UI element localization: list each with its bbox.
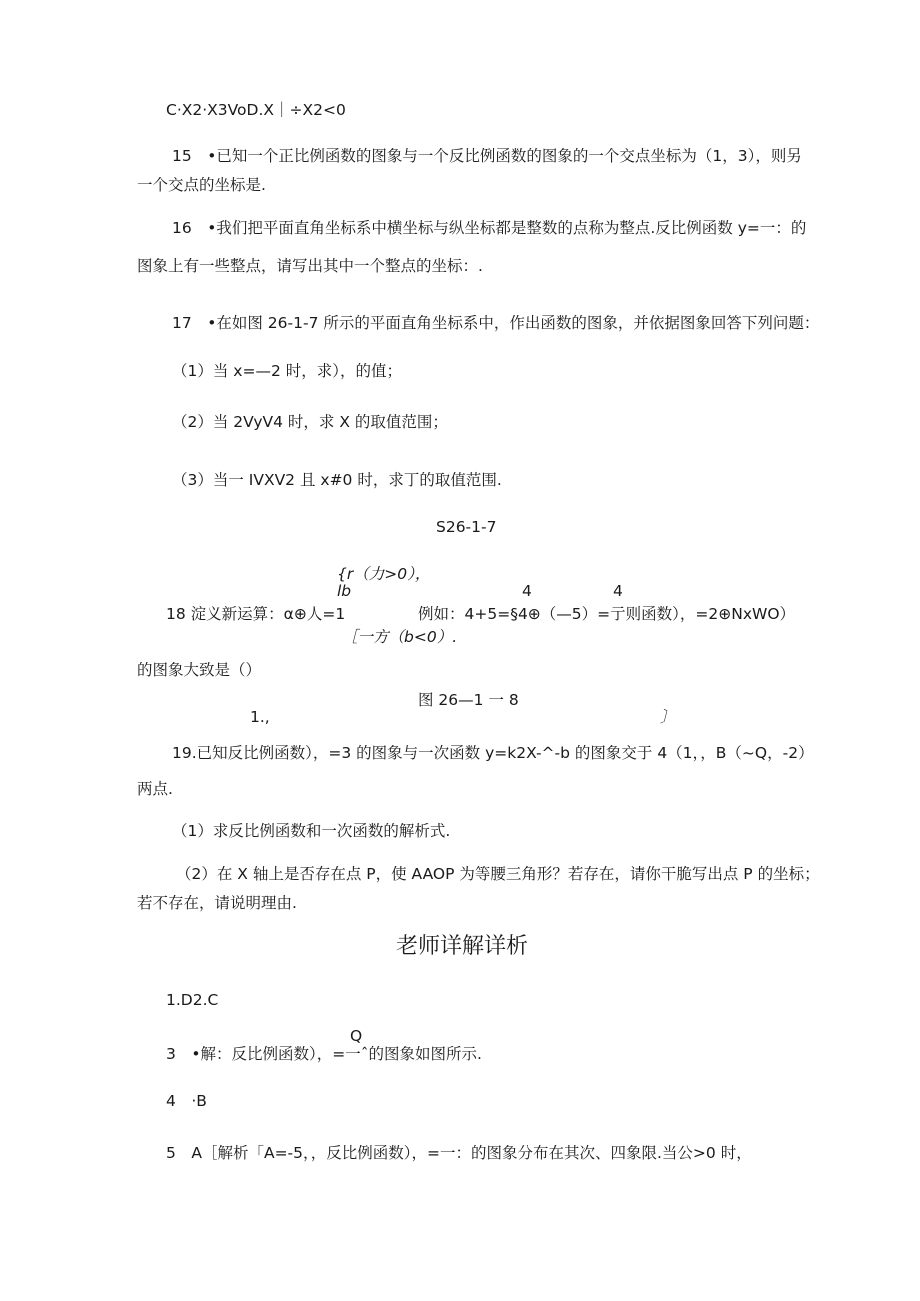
question-19-stem: 19.已知反比例函数），=3 的图象与一次函数 y=k2X-^-b 的图象交于 4（1，，B（~Q，-2） <box>172 744 814 762</box>
question-15-line-1: 15 •已知一个正比例函数的图象与一个反比例函数的图象的一个交点坐标为（1，3），则另 <box>172 147 802 165</box>
question-16-line-1: 16 •我们把平面直角坐标系中横坐标与纵坐标都是整数的点称为整点.反比例函数 y=一：的 <box>172 219 807 237</box>
question-17-part-1: （1）当 x=—2 时，求），的值； <box>172 362 402 380</box>
piecewise-case-lower: ［一方（b<0）. <box>342 628 458 646</box>
question-15-line-2: 一个交点的坐标是. <box>137 176 266 194</box>
answer-4: 4 ·B <box>166 1092 207 1110</box>
answer-choices-line: C·X2·X3VoD.X｜÷X2<0 <box>166 101 346 119</box>
question-18-example: 例如：4+5=§4⊕（—5）=亍则函数），=2⊕NxWO） <box>418 605 796 623</box>
figure-caption-26-1-7: S26-1-7 <box>436 518 497 536</box>
answer-3: 3 •解：反比例函数），=一ˆ的图象如图所示. <box>166 1045 482 1063</box>
question-17-part-3: （3）当一 IVXV2 且 x#0 时，求丁的取值范围. <box>172 471 502 489</box>
answer-5: 5 A［解析「A=-5，，反比例函数），=一：的图象分布在其次、四象限.当公>0 时， <box>166 1144 752 1162</box>
piecewise-fragment: lb <box>337 582 352 600</box>
fraction-numerator-2: 4 <box>613 582 623 600</box>
question-19-part-2-cont: 若不存在，请说明理由. <box>137 894 297 912</box>
figure-residue-left: 1., <box>250 708 270 726</box>
answer-1-2: 1.D2.C <box>166 991 219 1009</box>
question-18-prompt: 的图象大致是（） <box>137 661 262 679</box>
figure-caption-26-1-8: 图 26—1 一 8 <box>418 691 519 709</box>
question-17-stem: 17 •在如图 26-1-7 所示的平面直角坐标系中，作出函数的图象，并依据图象回答下列问题： <box>172 314 820 332</box>
solutions-heading: 老师详解详析 <box>396 934 529 959</box>
figure-residue-right: 〕 <box>660 708 676 726</box>
question-19-part-1: （1）求反比例函数和一次函数的解析式. <box>172 822 451 840</box>
answer-3-superscript: Q <box>350 1027 363 1045</box>
question-17-part-2: （2）当 2VyV4 时，求 X 的取值范围； <box>172 413 448 431</box>
fraction-numerator-1: 4 <box>522 582 532 600</box>
question-18-definition: 18 淀义新运算：α⊕人=1 <box>166 605 346 623</box>
question-16-line-2: 图象上有一些整点，请写出其中一个整点的坐标：. <box>137 257 483 275</box>
piecewise-case-upper: {r（力>0）， <box>337 565 431 583</box>
question-19-part-2: （2）在 X 轴上是否存在点 P，使 AAOP 为等腰三角形？若存在，请你干脆写出点 P 的坐标； <box>176 865 820 883</box>
question-19-stem-cont: 两点. <box>137 780 173 798</box>
